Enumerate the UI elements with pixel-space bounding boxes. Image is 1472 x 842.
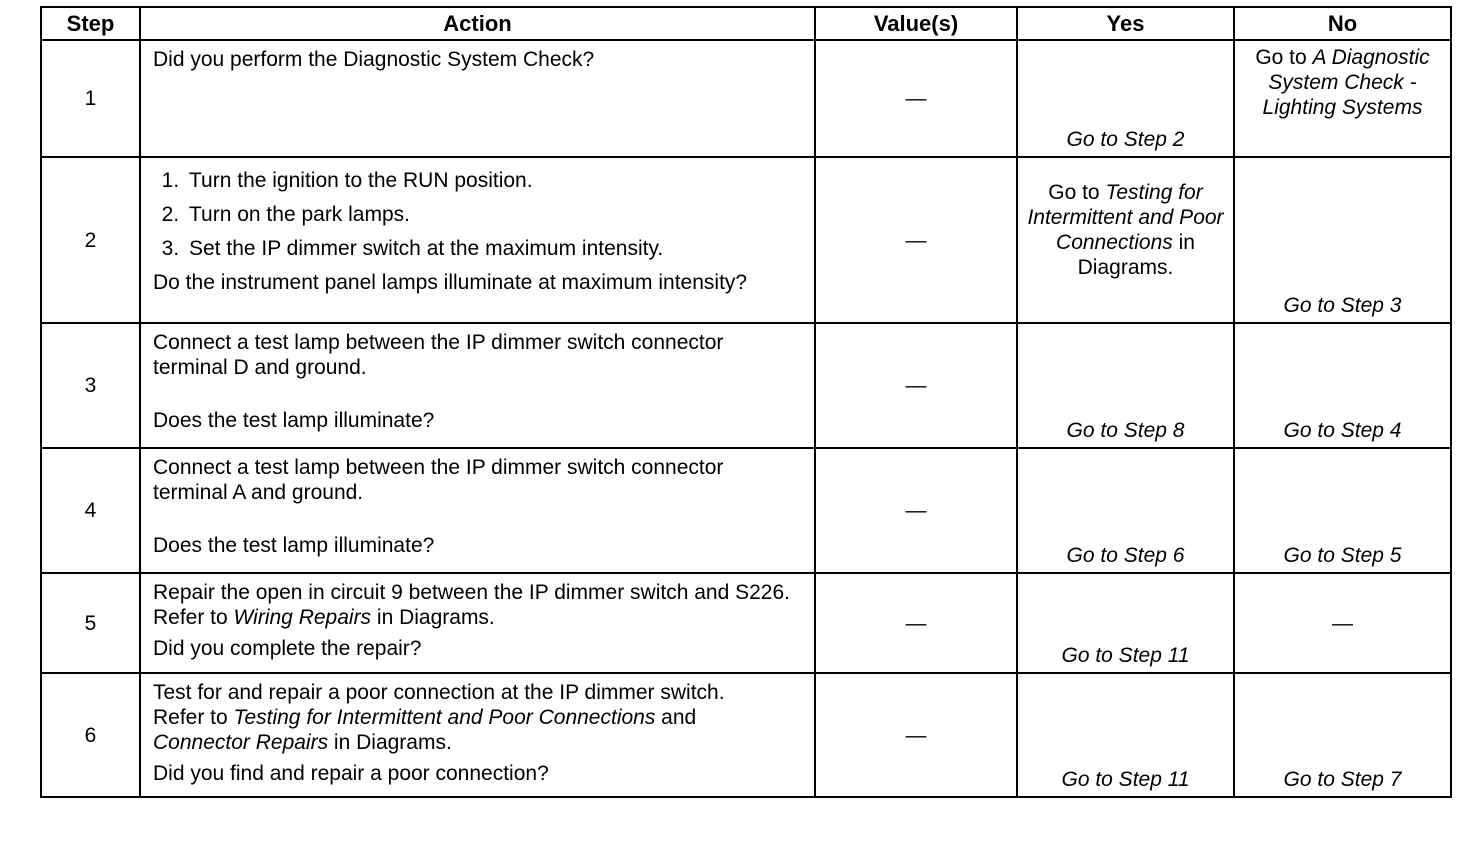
header-yes: Yes: [1017, 7, 1234, 40]
action-question: Does the test lamp illuminate?: [153, 534, 435, 557]
yes-link[interactable]: Go to Step 6: [1066, 544, 1185, 567]
action-question: Did you complete the repair?: [153, 637, 422, 660]
yes-cell: [1017, 157, 1234, 323]
no-link[interactable]: Go to Step 3: [1283, 294, 1402, 317]
yes-cell: [1017, 40, 1234, 157]
no-link[interactable]: Go to Step 7: [1283, 768, 1402, 791]
header-no: No: [1234, 7, 1451, 40]
yes-prefix: Go to: [1048, 181, 1106, 204]
yes-cell: [1017, 448, 1234, 573]
action-text-part: in Diagrams.: [371, 606, 495, 629]
action-link-testing[interactable]: Testing for Intermittent and Poor Connections: [233, 706, 656, 729]
action-text-part: Test for and repair a poor connection at the IP dimmer switch. Refer to: [153, 681, 725, 729]
action-cell: [140, 40, 815, 157]
no-link[interactable]: Go to Step 5: [1283, 544, 1402, 567]
action-text-part: in Diagrams.: [328, 731, 452, 754]
step-number: 4: [41, 448, 140, 573]
no-cell: [1234, 40, 1451, 157]
value-cell: —: [815, 573, 1017, 673]
table-row: [41, 323, 1451, 448]
action-text-part: Repair the open in circuit 9 between the IP dimmer switch and S226. Refer to: [153, 581, 790, 629]
yes-italic: Testing for Intermittent and Poor Connections: [1027, 181, 1224, 254]
action-cell: [140, 673, 815, 797]
table-row: [41, 40, 1451, 157]
step-number: 6: [41, 673, 140, 797]
value-cell: —: [815, 673, 1017, 797]
step-number: 2: [41, 157, 140, 323]
value-cell: —: [815, 448, 1017, 573]
step-number: 5: [41, 573, 140, 673]
yes-cell: [1017, 323, 1234, 448]
yes-link[interactable]: [1018, 158, 1233, 280]
action-text-part: and: [655, 706, 697, 729]
yes-link[interactable]: Go to Step 11: [1061, 768, 1190, 791]
header-values: Value(s): [815, 7, 1017, 40]
no-prefix: Go to: [1255, 46, 1313, 69]
action-text: [153, 680, 753, 755]
table-row: [41, 573, 1451, 673]
action-text: Connect a test lamp between the IP dimmer switch connector terminal A and ground.: [153, 456, 724, 504]
value-cell: —: [815, 157, 1017, 323]
value-cell: —: [815, 323, 1017, 448]
action-text: Did you perform the Diagnostic System Check?: [153, 48, 595, 71]
table-row: [41, 157, 1451, 323]
header-row: [41, 7, 1451, 40]
yes-cell: [1017, 573, 1234, 673]
yes-suffix: in Diagrams.: [1077, 231, 1195, 279]
yes-link[interactable]: Go to Step 2: [1066, 128, 1185, 151]
action-cell: [140, 573, 815, 673]
yes-link[interactable]: Go to Step 8: [1066, 419, 1185, 442]
list-item: 1. Turn the ignition to the RUN position.: [185, 168, 804, 193]
action-link-connector-repairs[interactable]: Connector Repairs: [153, 731, 329, 754]
diagnostic-table: [40, 6, 1452, 798]
action-cell: [140, 157, 815, 323]
no-link[interactable]: Go to Step 4: [1283, 419, 1402, 442]
action-cell: [140, 323, 815, 448]
no-cell: [1234, 323, 1451, 448]
step-number: 3: [41, 323, 140, 448]
no-cell: [1234, 448, 1451, 573]
no-value: —: [1332, 611, 1353, 635]
no-cell: [1234, 673, 1451, 797]
step-number: 1: [41, 40, 140, 157]
header-step: Step: [41, 7, 140, 40]
action-link-wiring-repairs[interactable]: Wiring Repairs: [233, 606, 372, 629]
no-italic: A Diagnostic System Check - Lighting Systems: [1262, 46, 1430, 119]
header-action: Action: [140, 7, 815, 40]
action-question: Did you find and repair a poor connection?: [153, 762, 549, 785]
action-steps-list: [175, 168, 804, 261]
action-question: Does the test lamp illuminate?: [153, 409, 435, 432]
table-row: [41, 673, 1451, 797]
table-row: [41, 448, 1451, 573]
no-cell: [1234, 573, 1451, 673]
action-question: Do the instrument panel lamps illuminate at maximum intensity?: [153, 271, 748, 294]
no-link[interactable]: [1235, 41, 1450, 120]
yes-link[interactable]: Go to Step 11: [1061, 644, 1190, 667]
list-item: 2. Turn on the park lamps.: [185, 202, 804, 227]
value-cell: —: [815, 40, 1017, 157]
action-text: [153, 580, 804, 630]
list-item: 3. Set the IP dimmer switch at the maximum intensity.: [185, 236, 804, 261]
action-text: Connect a test lamp between the IP dimmer switch connector terminal D and ground.: [153, 331, 724, 379]
action-cell: [140, 448, 815, 573]
no-cell: [1234, 157, 1451, 323]
yes-cell: [1017, 673, 1234, 797]
